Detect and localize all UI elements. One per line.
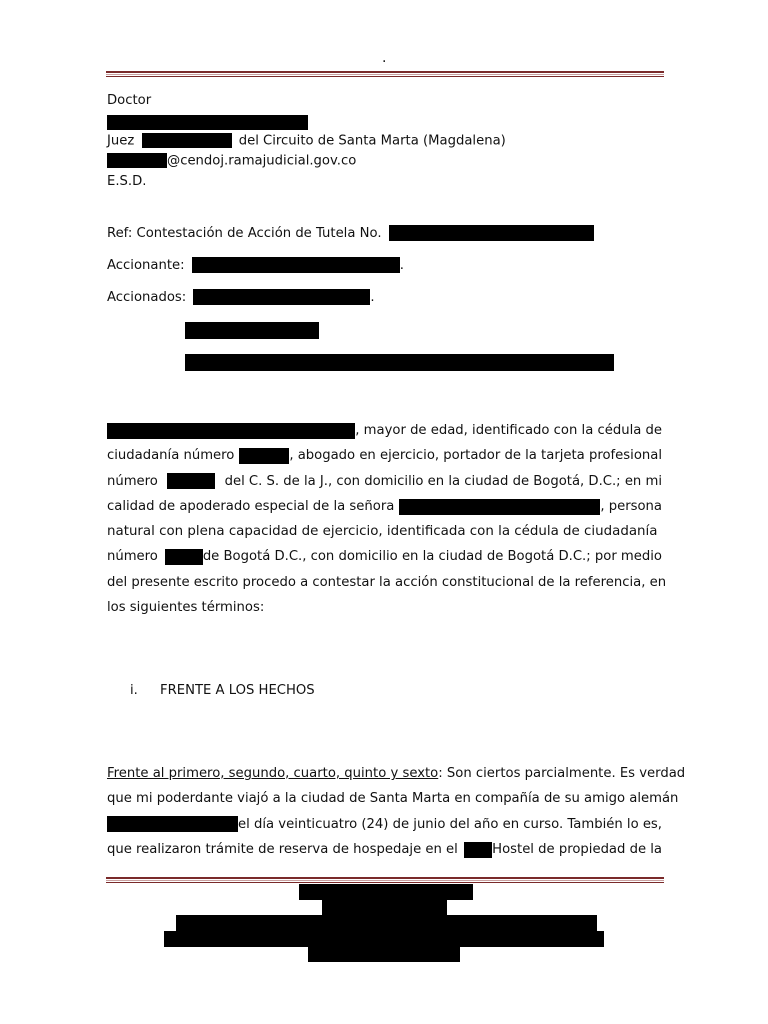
- redacted-court-number: [142, 133, 232, 148]
- reference-label: Ref: Contestación de Acción de Tutela No.: [107, 226, 382, 241]
- intro-line-2-start: ciudadanía número: [107, 448, 235, 464]
- header-dot: .: [382, 50, 387, 66]
- intro-line-1-end: , mayor de edad, identificado con la cédula de: [355, 423, 662, 438]
- plaintiff-line: [107, 257, 404, 273]
- intro-line-7: del presente escrito procedo a contestar la acción constitucional de la referencia, en: [107, 574, 667, 590]
- email-domain: @cendoj.ramajudicial.gov.co: [167, 153, 357, 169]
- facts-line-1-rest: : Son ciertos parcialmente. Es verdad: [438, 766, 686, 781]
- redacted-hostel-name: [464, 842, 492, 858]
- redacted-judge-name: [107, 115, 308, 130]
- plaintiff-label: Accionante:: [107, 258, 185, 273]
- section-title: FRENTE A LOS HECHOS: [160, 683, 315, 698]
- salutation: Doctor: [107, 93, 152, 108]
- redacted-footer-line-5: [308, 946, 460, 962]
- facts-line-1-underlined: Frente al primero, segundo, cuarto, quinto y sexto: [107, 766, 439, 781]
- intro-line-4-start: calidad de apoderado especial de la señora: [107, 498, 395, 514]
- defendants-line: [107, 289, 375, 305]
- esd-label: E.S.D.: [107, 174, 147, 189]
- redacted-attorney-id: [239, 448, 289, 464]
- redacted-client-name: [399, 499, 600, 515]
- redacted-email-user: [107, 153, 167, 168]
- redacted-attorney-name: [107, 423, 355, 439]
- redacted-footer-line-3: [176, 915, 597, 932]
- facts-line-2: que mi poderdante viajó a la ciudad de Santa Marta en compañía de su amigo alemán: [107, 791, 679, 807]
- reference-line: [107, 225, 594, 241]
- redacted-license-number: [167, 473, 215, 489]
- redacted-defendant-3: [185, 354, 614, 371]
- redacted-footer-line-4: [164, 931, 604, 947]
- intro-line-8: los siguientes términos:: [107, 600, 265, 616]
- facts-line-4-end: Hostel de propiedad de la: [492, 841, 662, 857]
- intro-line-5: natural con plena capacidad de ejercicio, identificada con la cédula de ciudadanía: [107, 524, 658, 540]
- redacted-footer-line-2: [322, 900, 447, 916]
- judge-line: [107, 133, 506, 149]
- intro-line-6-end: de Bogotá D.C., con domicilio en la ciudad de Bogotá D.C.; por medio: [202, 549, 662, 565]
- intro-line-3-end: del C. S. de la J., con domicilio en la ciudad de Bogotá, D.C.; en mi: [224, 473, 662, 489]
- intro-line-2-end: , abogado en ejercicio, portador de la tarjeta profesional: [289, 448, 662, 464]
- defendants-label: Accionados:: [107, 290, 187, 305]
- plaintiff-period: .: [399, 258, 404, 273]
- footer-rule: [106, 877, 664, 883]
- email-line: [107, 153, 356, 169]
- facts-paragraph: [107, 761, 686, 862]
- redacted-friend-name: [107, 816, 238, 832]
- facts-line-4-start: que realizaron trámite de reserva de hospedaje en el: [107, 841, 458, 857]
- intro-line-6-start: número: [107, 549, 158, 565]
- redacted-client-id: [165, 549, 203, 565]
- intro-line-3-start: número: [107, 473, 158, 489]
- redacted-defendant-1: [193, 289, 370, 305]
- facts-line-3-end: el día veinticuatro (24) de junio del año en curso. También lo es,: [238, 816, 662, 832]
- header-rule: [106, 71, 664, 77]
- judge-suffix: del Circuito de Santa Marta (Magdalena): [238, 133, 506, 149]
- redacted-plaintiff: [192, 257, 400, 273]
- redacted-defendant-2: [185, 322, 319, 339]
- defendants-period: .: [370, 290, 375, 305]
- section-number: i.: [130, 683, 138, 698]
- intro-line-4-end: , persona: [600, 498, 662, 514]
- judge-prefix: Juez: [107, 133, 135, 149]
- redacted-footer-line-1: [299, 884, 473, 900]
- intro-paragraph: [107, 418, 667, 620]
- redacted-case-number: [389, 225, 594, 241]
